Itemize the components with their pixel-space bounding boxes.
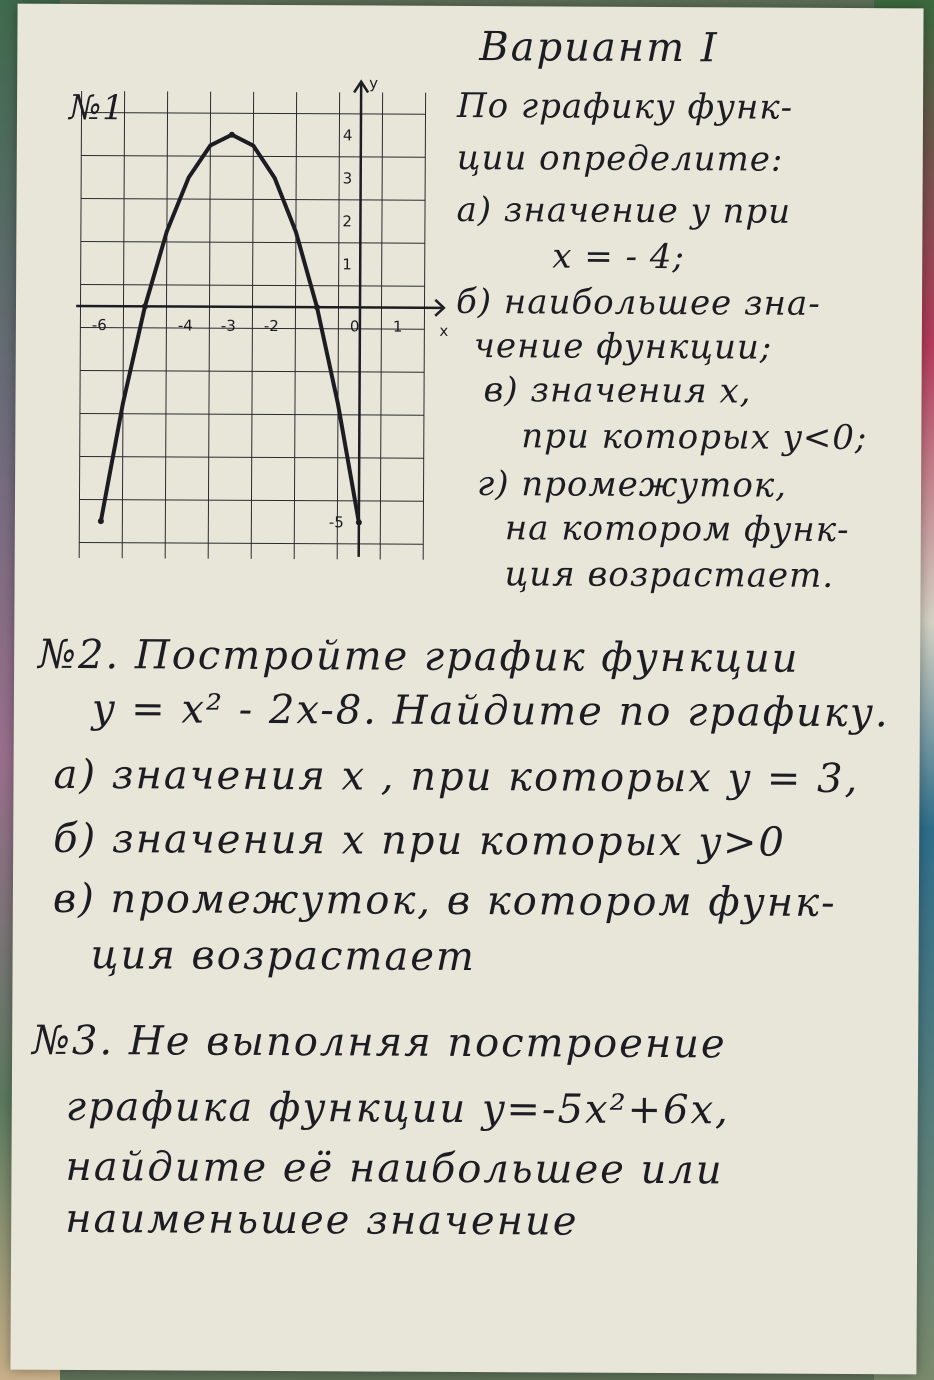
x-tick-label: 1: [392, 317, 403, 336]
y-tick-label: 1: [342, 255, 352, 274]
task1-line-2: ции определите:: [456, 137, 784, 180]
task2-line-4: б) значения x при которых y>0: [53, 815, 787, 866]
task1-number: №1: [68, 87, 125, 129]
grid-line-v: [251, 92, 253, 560]
grid-line-v: [380, 93, 382, 560]
task2-line-1: №2. Постройте график функции: [38, 631, 800, 682]
x-tick-label: 0: [349, 317, 360, 336]
task1-line-4: x = - 4;: [552, 236, 686, 278]
task2-line-6: ция возрастает: [90, 932, 477, 981]
task1-line-1: По графику функ-: [456, 85, 794, 128]
task2-line-3: а) значения x , при которых y = 3,: [53, 751, 860, 803]
task1-line-10: на котором функ-: [504, 508, 850, 551]
task2-line-2: y = x² - 2x-8. Найдите по графику.: [91, 686, 890, 737]
grid-line-v: [208, 92, 210, 560]
y-tick-label: 4: [342, 126, 353, 145]
x-tick-label: -4: [177, 316, 193, 335]
x-axis-label: x: [439, 321, 449, 340]
y-axis-label: y: [369, 74, 379, 93]
grid-line-v: [337, 92, 339, 560]
parabola-graph: [59, 68, 452, 560]
y-tick-label: 3: [342, 169, 353, 188]
task2-line-5: в) промежуток, в котором функ-: [52, 875, 837, 926]
x-tick-label: -6: [91, 316, 107, 335]
grid-line-v: [423, 93, 425, 560]
worksheet-paper: [10, 4, 923, 1375]
task1-line-5: б) наибольшее зна-: [455, 281, 821, 324]
x-axis: [76, 306, 441, 308]
variant-title: Вариант I: [479, 24, 719, 72]
grid-line-v: [165, 91, 167, 559]
task1-line-9: г) промежуток,: [476, 464, 788, 506]
task3-line-1: №3. Не выполняя построение: [32, 1017, 727, 1068]
y-tick-label: 2: [342, 212, 353, 231]
graph-grid: [79, 91, 425, 560]
grid-line-v: [79, 91, 81, 560]
task1-line-3: а) значение y при: [456, 189, 792, 232]
task3-line-3: найдите её наибольшее или: [65, 1143, 724, 1194]
task1-line-8: при которых y<0;: [521, 416, 868, 459]
task1-line-6: чение функции;: [473, 326, 773, 368]
task3-line-2: графика функции y=-5x²+6x,: [65, 1083, 730, 1134]
grid-line-v: [294, 92, 296, 560]
x-tick-label: -3: [220, 316, 236, 335]
task3-line-4: наименьшее значение: [65, 1195, 579, 1245]
task1-line-11: ция возрастает.: [504, 554, 835, 596]
graph-axes: [75, 80, 445, 557]
y-tick-label: -5: [328, 513, 344, 532]
task1-line-7: в) значения x,: [483, 370, 752, 412]
x-tick-label: -2: [263, 316, 279, 336]
grid-line-v: [122, 91, 124, 560]
